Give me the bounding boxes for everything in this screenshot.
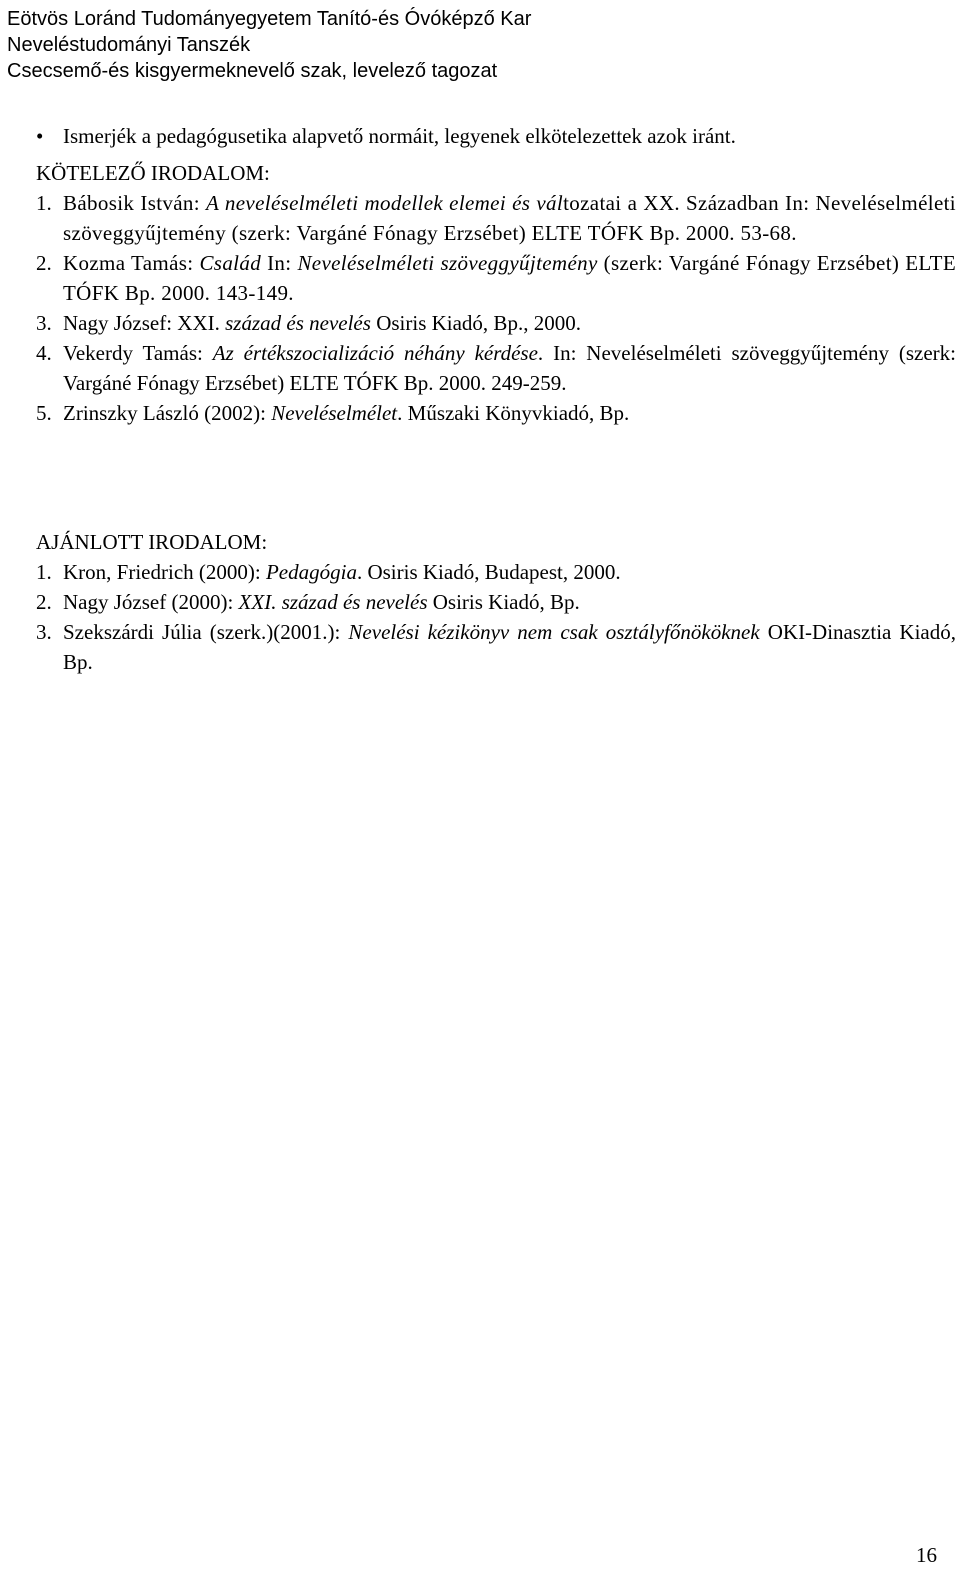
page-number: 16 — [916, 1543, 937, 1567]
list-item: 2. Kozma Tamás: Család In: Neveléselméleti szöveggyűjtemény (szerk: Vargáné Fónagy Erzsébet) ELTE TÓFK Bp. 2000. 143-149. — [36, 251, 956, 305]
list-item: 5. Zrinszky László (2002): Neveléselmélet. Műszaki Könyvkiadó, Bp. — [36, 401, 630, 425]
list-item: 2. Nagy József (2000): XXI. század és nevelés Osiris Kiadó, Bp. — [36, 590, 580, 614]
header-program: Csecsemő-és kisgyermeknevelő szak, levelező tagozat — [7, 60, 498, 82]
header-department: Neveléstudományi Tanszék — [7, 34, 251, 56]
bullet-item — [36, 121, 736, 151]
recommended-reading-list — [36, 557, 956, 677]
bullet-icon: • — [36, 124, 44, 148]
mandatory-reading-list — [36, 188, 956, 428]
list-item: 3. Szekszárdi Júlia (szerk.)(2001.): Nevelési kézikönyv nem csak osztályfőnököknek OKI-Dinasztia Kiadó, Bp. — [36, 620, 956, 674]
mandatory-reading-heading: KÖTELEZŐ IRODALOM: — [36, 161, 270, 185]
recommended-reading-heading: AJÁNLOTT IRODALOM: — [36, 530, 268, 554]
bullet-text: Ismerjék a pedagógusetika alapvető normáit, legyenek elkötelezettek azok iránt. — [63, 124, 736, 148]
list-item: 1. Kron, Friedrich (2000): Pedagógia. Osiris Kiadó, Budapest, 2000. — [36, 560, 621, 584]
document-header — [7, 6, 531, 84]
list-item: 4. Vekerdy Tamás: Az értékszocializáció néhány kérdése. In: Neveléselméleti szöveggyűjtemény (szerk: Vargáné Fónagy Erzsébet) ELTE TÓFK Bp. 2000. 249-259. — [36, 341, 956, 395]
header-institution: Eötvös Loránd Tudományegyetem Tanító-és Óvóképző Kar — [7, 8, 532, 30]
list-item: 3. Nagy József: XXI. század és nevelés Osiris Kiadó, Bp., 2000. — [36, 311, 581, 335]
list-item: 1. Bábosik István: A neveléselméleti modellek elemei és változatai a XX. Században In: Neveléselméleti szöveggyűjtemény (szerk: Vargáné Fónagy Erzsébet) ELTE TÓFK Bp. 2000. 53-68. — [36, 191, 956, 245]
